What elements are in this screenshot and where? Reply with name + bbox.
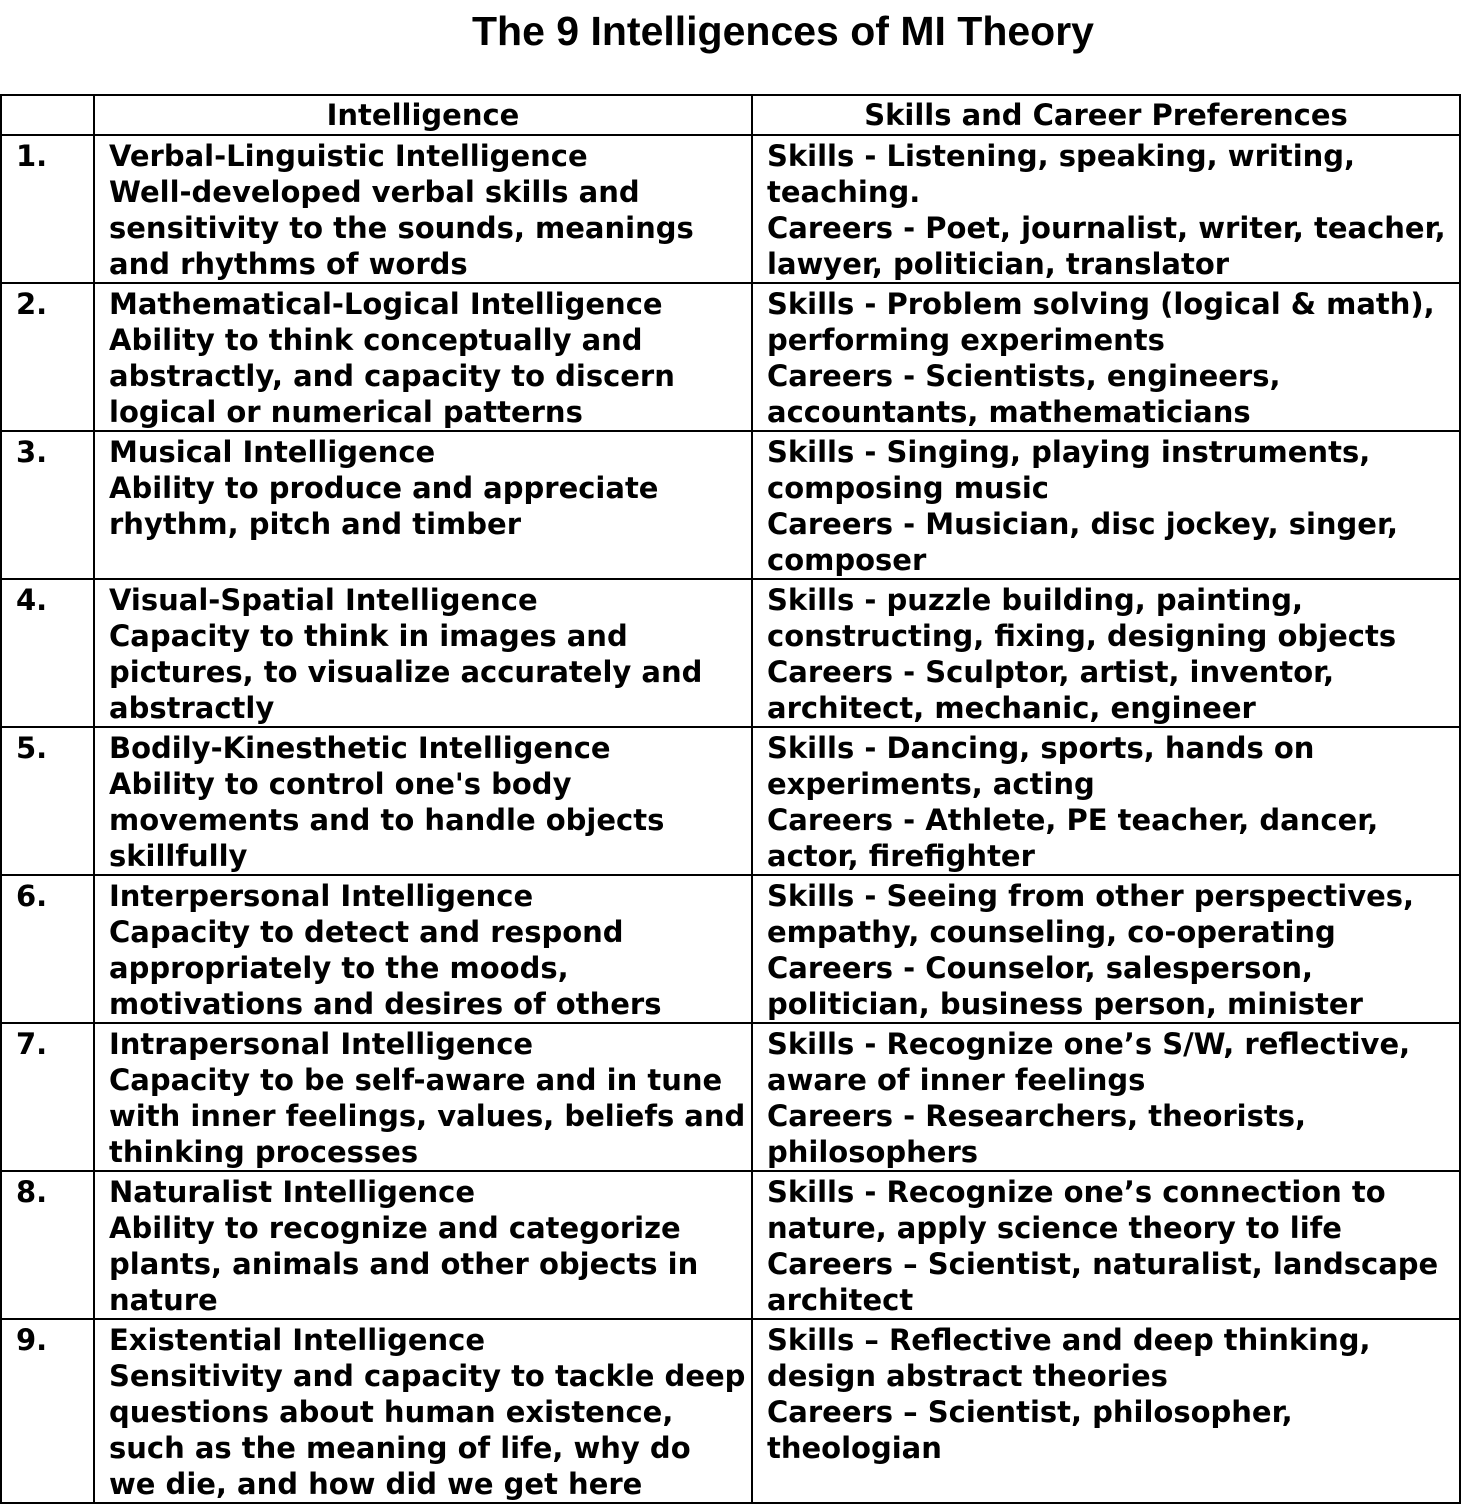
skills-cell	[752, 579, 1460, 727]
table-row	[1, 1319, 1460, 1503]
intelligence-cell	[94, 727, 752, 875]
intelligence-name: Existential Intelligence	[109, 1323, 486, 1357]
intelligence-name: Mathematical-Logical Intelligence	[109, 287, 663, 321]
intelligence-name: Visual-Spatial Intelligence	[109, 583, 538, 617]
skills-cell	[752, 1319, 1460, 1503]
intelligence-cell	[94, 579, 752, 727]
table-row	[1, 1171, 1460, 1319]
skills-cell	[752, 1023, 1460, 1171]
skills-text: Skills - Seeing from other perspectives, empathy, counseling, co-operating	[767, 879, 1415, 949]
skills-text: Skills - Singing, playing instruments, composing music	[767, 435, 1371, 505]
row-number: 5.	[1, 727, 94, 875]
careers-text: Careers - Musician, disc jockey, singer, composer	[767, 507, 1399, 577]
intelligences-table	[0, 94, 1461, 1504]
skills-text: Skills – Reflective and deep thinking, design abstract theories	[767, 1323, 1371, 1393]
table-row	[1, 875, 1460, 1023]
intelligence-description: Capacity to be self-aware and in tune with inner feelings, values, beliefs and thinking processes	[109, 1063, 746, 1169]
row-number: 4.	[1, 579, 94, 727]
row-number: 6.	[1, 875, 94, 1023]
skills-text: Skills - Recognize one’s connection to nature, apply science theory to life	[767, 1175, 1386, 1245]
table-row	[1, 135, 1460, 283]
intelligence-name: Bodily-Kinesthetic Intelligence	[109, 731, 611, 765]
intelligence-cell	[94, 1171, 752, 1319]
intelligence-name: Interpersonal Intelligence	[109, 879, 534, 913]
intelligence-description: Ability to think conceptually and abstractly, and capacity to discern logical or numerical patterns	[109, 323, 675, 429]
intelligence-cell	[94, 135, 752, 283]
skills-cell	[752, 875, 1460, 1023]
skills-text: Skills - Recognize one’s S/W, reflective, aware of inner feelings	[767, 1027, 1411, 1097]
table-row	[1, 283, 1460, 431]
table-header-row	[1, 95, 1460, 135]
intelligence-description: Ability to produce and appreciate rhythm, pitch and timber	[109, 471, 659, 541]
row-number: 7.	[1, 1023, 94, 1171]
intelligence-description: Ability to control one's body movements and to handle objects skillfully	[109, 767, 665, 873]
intelligence-description: Capacity to think in images and pictures, to visualize accurately and abstractly	[109, 619, 703, 725]
intelligence-description: Well-developed verbal skills and sensitivity to the sounds, meanings and rhythms of words	[109, 175, 694, 281]
table-row	[1, 1023, 1460, 1171]
intelligence-description: Capacity to detect and respond appropriately to the moods, motivations and desires of others	[109, 915, 662, 1021]
skills-cell	[752, 431, 1460, 579]
skills-cell	[752, 135, 1460, 283]
row-number: 9.	[1, 1319, 94, 1503]
intelligence-name: Naturalist Intelligence	[109, 1175, 476, 1209]
intelligence-cell	[94, 431, 752, 579]
intelligence-cell	[94, 1023, 752, 1171]
table-row	[1, 727, 1460, 875]
intelligence-cell	[94, 875, 752, 1023]
skills-cell	[752, 727, 1460, 875]
intelligence-description: Ability to recognize and categorize plants, animals and other objects in nature	[109, 1211, 699, 1317]
header-intelligence: Intelligence	[94, 95, 752, 135]
intelligence-name: Verbal-Linguistic Intelligence	[109, 139, 588, 173]
careers-text: Careers - Poet, journalist, writer, teacher, lawyer, politician, translator	[767, 211, 1446, 281]
table-row	[1, 579, 1460, 727]
skills-text: Skills - Problem solving (logical & math), performing experiments	[767, 287, 1435, 357]
skills-text: Skills - Dancing, sports, hands on experiments, acting	[767, 731, 1315, 801]
intelligence-cell	[94, 1319, 752, 1503]
header-skills: Skills and Career Preferences	[752, 95, 1460, 135]
row-number: 2.	[1, 283, 94, 431]
row-number: 1.	[1, 135, 94, 283]
intelligence-description: Sensitivity and capacity to tackle deep questions about human existence, such as the meaning of life, why do we die, and how did we get here	[109, 1359, 746, 1501]
skills-cell	[752, 1171, 1460, 1319]
careers-text: Careers - Athlete, PE teacher, dancer, actor, firefighter	[767, 803, 1379, 873]
careers-text: Careers - Sculptor, artist, inventor, architect, mechanic, engineer	[767, 655, 1335, 725]
row-number: 3.	[1, 431, 94, 579]
skills-text: Skills - puzzle building, painting, constructing, fixing, designing objects	[767, 583, 1397, 653]
careers-text: Careers - Researchers, theorists, philosophers	[767, 1099, 1307, 1169]
intelligence-name: Intrapersonal Intelligence	[109, 1027, 534, 1061]
careers-text: Careers - Scientists, engineers, accountants, mathematicians	[767, 359, 1281, 429]
header-number	[1, 95, 94, 135]
page-title: The 9 Intelligences of MI Theory	[472, 8, 1094, 54]
skills-cell	[752, 283, 1460, 431]
careers-text: Careers – Scientist, naturalist, landscape architect	[767, 1247, 1439, 1317]
careers-text: Careers - Counselor, salesperson, politician, business person, minister	[767, 951, 1363, 1021]
skills-text: Skills - Listening, speaking, writing, teaching.	[767, 139, 1356, 209]
intelligence-name: Musical Intelligence	[109, 435, 436, 469]
intelligence-cell	[94, 283, 752, 431]
table-row	[1, 431, 1460, 579]
careers-text: Careers – Scientist, philosopher, theologian	[767, 1395, 1293, 1465]
row-number: 8.	[1, 1171, 94, 1319]
